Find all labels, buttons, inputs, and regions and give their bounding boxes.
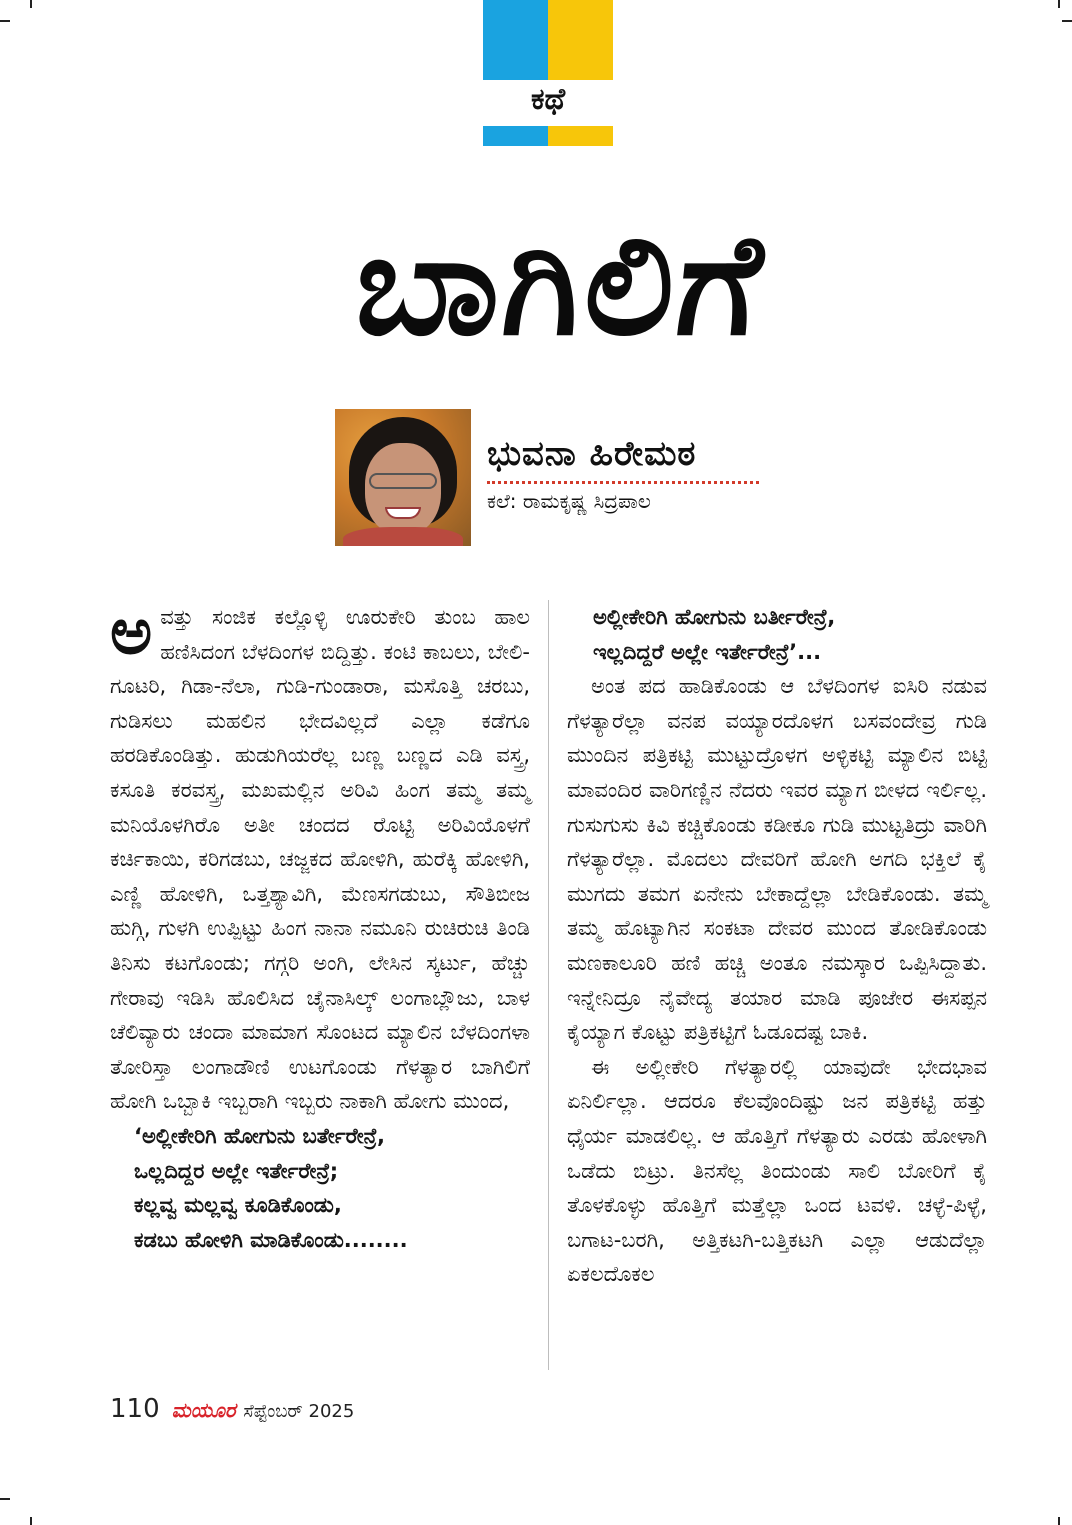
section-label-block xyxy=(483,0,613,146)
section-label: ಕಥೆ xyxy=(530,82,566,117)
paragraph: ಅಂತ ಪದ ಹಾಡಿಕೊಂಡು ಆ ಬೆಳದಿಂಗಳ ಐಸಿರಿ ನಡುವ ಗೆಳತ್ಯಾರೆಲ್ಲಾ ವನಪ ವಯ್ಯಾರದೊಳಗ ಬಸವಂದೇವ್ರ ಗುಡಿ ಮುಂದಿನ ಪತ್ರಿಕಟ್ಟಿ ಮುಟ್ಟುದ್ರೊಳಗ ಅಳ್ಳಿಕಟ್ಟಿ ಮ್ಯಾಲಿನ ಬಿಟ್ಟಿ ಮಾವಂದಿರ ವಾರಿಗಣ್ಣಿನ ನೆದರು ಇವರ ಮ್ಯಾಗ ಬೀಳದ ಇರ್ಲಿಲ್ಲ. ಗುಸುಗುಸು ಕಿವಿ ಕಚ್ಚಿಕೊಂಡು ಕಡೀಕೂ ಗುಡಿ ಮುಟ್ಟತಿದ್ರು ವಾರಿಗಿ ಗೆಳತ್ಯಾರೆಲ್ಲಾ. ಮೊದಲು ದೇವರಿಗೆ ಹೋಗಿ ಅಗದಿ ಭಕ್ತಿಲೆ ಕೈ ಮುಗದು ತಮಗ ಏನೇನು ಬೇಕಾದ್ದೆಲ್ಲಾ ಬೇಡಿಕೊಂಡು. ತಮ್ಮ ತಮ್ಮ ಹೊಟ್ಯಾಗಿನ ಸಂಕಟಾ ದೇವರ ಮುಂದ ತೋಡಿಕೊಂಡು ಮಣಕಾಲೂರಿ ಹಣಿ ಹಚ್ಚಿ ಅಂತೂ ನಮಸ್ಕಾರ ಒಪ್ಪಿಸಿದ್ದಾತು. ಇನ್ನೇನಿದ್ರೂ ನೈವೇದ್ಯ ತಯಾರ ಮಾಡಿ ಪೂಜೇರ ಈಸಪ್ಪನ ಕೈಯ್ಯಾಗ ಕೊಟ್ಟು ಪತ್ರಿಕಟ್ಟಿಗೆ ಓಡೂದಷ್ಟ ಬಾಕಿ. xyxy=(567,674,987,1045)
paragraph-text: ವತ್ತು ಸಂಜಿಕ ಕಲ್ಲೊಳ್ಳಿ ಊರುಕೇರಿ ತುಂಬ ಹಾಲ ಹಣಿಸಿದಂಗ ಬೆಳದಿಂಗಳ ಬಿದ್ದಿತ್ತು. ಕಂಟಿ ಕಾಬಲು, ಬೇಲಿ-ಗೂಟರಿ, ಗಿಡಾ-ನೆಲಾ, ಗುಡಿ-ಗುಂಡಾರಾ, ಮಸೊತ್ತಿ ಚರಬು, ಗುಡಿಸಲು ಮಹಲಿನ ಭೇದವಿಲ್ಲದೆ ಎಲ್ಲಾ ಕಡೆಗೂ ಹರಡಿಕೊಂಡಿತ್ತು. ಹುಡುಗಿಯರೆಲ್ಲ ಬಣ್ಣ ಬಣ್ಣದ ಎಡಿ ವಸ್ತ್ರ, ಕಸೂತಿ ಕರವಸ್ತ್ರ, ಮಖಮಲ್ಲಿನ ಅರಿವಿ ಹಿಂಗ ತಮ್ಮ ತಮ್ಮ ಮನಿಯೊಳಗಿರೊ ಅತೀ ಚಂದದ ರೊಟ್ಟಿ ಅರಿವಿಯೊಳಗೆ ಕರ್ಚಿಕಾಯಿ, ಕರಿಗಡಬು, ಚಜ್ಜಕದ ಹೋಳಿಗಿ, ಹುರೆಕ್ಕಿ ಹೋಳಿಗಿ, ಎಣ್ಣಿ ಹೋಳಿಗಿ, ಒತ್ತಶ್ಯಾವಿಗಿ, ಮೆಣಸಗಡುಬು, ಸೌತಿಬೀಜ ಹುಗ್ಗಿ, ಗುಳಗಿ ಉಪ್ಪಿಟ್ಟು ಹಿಂಗ ನಾನಾ ನಮೂನಿ ರುಚಿರುಚಿ ತಿಂಡಿ ತಿನಿಸು ಕಟಗೊಂಡು; ಗಗ್ಗರಿ ಅಂಗಿ, ಲೇಸಿನ ಸ್ಕರ್ಟು, ಹೆಚ್ಚು ಗೇರಾವು ಇಡಿಸಿ ಹೊಲಿಸಿದ ಚೈನಾಸಿಲ್ಕ್ ಲಂಗಾಬ್ಲೌಜು, ಬಾಳ ಚೆಲಿವ್ಯಾರು ಚಂದಾ ಮಾಮಾಗ ಸೊಂಟದ ಮ್ಯಾಲಿನ ಬೆಳದಿಂಗಳಾ ತೋರಿಸ್ತಾ ಲಂಗಾಡೌಣಿ ಉಟಗೊಂಡು ಗೆಳತ್ಯಾರ ಬಾಗಿಲಿಗೆ ಹೋಗಿ ಒಬ್ಬಾಕಿ ಇಬ್ಬರಾಗಿ ಇಬ್ಬರು ನಾಕಾಗಿ ಹೋಗು ಮುಂದ, xyxy=(110,605,530,1114)
paragraph: ಈ ಅಲ್ಲೀಕೇರಿ ಗೆಳತ್ಯಾರಲ್ಲಿ ಯಾವುದೇ ಭೇದಭಾವ ಏನಿರ್ಲಿಲ್ಲಾ. ಆದರೂ ಕೆಲವೊಂದಿಷ್ಟು ಜನ ಪತ್ರಿಕಟ್ಟಿ ಹತ್ತು ಧೈರ್ಯ ಮಾಡಲಿಲ್ಲ. ಆ ಹೊತ್ತಿಗೆ ಗೆಳತ್ಯಾರು ಎರಡು ಹೋಳಾಗಿ ಒಡೆದು ಬಿಟ್ರು. ತಿನಸೆಲ್ಲ ತಿಂದುಂಡು ಸಾಲಿ ಬೋರಿಗೆ ಕೈ ತೊಳಕೊಳ್ಳು ಹೊತ್ತಿಗೆ ಮತ್ತೆಲ್ಲಾ ಒಂದ ಟವಳಿ. ಚಳ್ಳೆ-ಪಿಳ್ಳೆ, ಬಗಾಟ-ಬರಗಿ, ಅತ್ತಿಕಟಗಿ-ಬತ್ತಿಕಟಗಿ ಎಲ್ಲಾ ಆಡುದೆಲ್ಲಾ ಏಕಲದೊಕಲ xyxy=(567,1054,987,1287)
verse-line: ಕಡಬು ಹೋಳಿಗಿ ಮಾಡಿಕೊಂಡು........ xyxy=(134,1227,408,1252)
color-bar-bottom xyxy=(483,126,613,146)
yellow-square xyxy=(548,0,613,80)
author-photo xyxy=(335,409,471,546)
verse-line: ಒಲ್ಲದಿದ್ದರ ಅಲ್ಲೇ ಇರ್ತೇರೇನ್ರೆ; xyxy=(134,1158,339,1183)
byline-divider xyxy=(487,481,759,484)
color-bar-top xyxy=(483,0,613,80)
crop-mark xyxy=(30,0,32,8)
song-verse-right xyxy=(567,600,987,669)
photo-shirt xyxy=(343,527,463,546)
photo-face xyxy=(365,443,441,535)
issue-date: ಸೆಪ್ಟೆಂಬರ್ 2025 xyxy=(243,1401,355,1422)
verse-line: ಕಲ್ಲವ್ವ ಮಲ್ಲವ್ವ ಕೂಡಿಕೊಂಡು, xyxy=(134,1193,342,1218)
song-verse-left xyxy=(110,1119,530,1257)
blue-strip xyxy=(483,126,548,146)
opening-paragraph xyxy=(110,595,530,1119)
page-number: 110 xyxy=(110,1394,160,1424)
drop-cap: ಅ xyxy=(110,595,153,669)
crop-mark xyxy=(0,1498,10,1500)
page-footer xyxy=(110,1394,354,1424)
author-name: ಭುವನಾ ಹಿರೇಮಠ xyxy=(487,434,697,474)
crop-mark xyxy=(1062,20,1072,22)
magazine-logo: ಮಯೂರ xyxy=(171,1398,236,1422)
yellow-strip xyxy=(548,126,613,146)
blue-square xyxy=(483,0,548,80)
illustration-credit: ಕಲೆ: ರಾಮಕೃಷ್ಣ ಸಿದ್ರಪಾಲ xyxy=(487,489,651,513)
story-title: ಬಾಗಿಲಿಗೆ xyxy=(347,203,773,367)
crop-mark xyxy=(1058,1517,1060,1525)
verse-line: ಅಲ್ಲೀಕೇರಿಗಿ ಹೋಗುನು ಬರ್ತೀರೇನ್ರೆ, xyxy=(593,605,836,629)
crop-mark xyxy=(0,20,10,22)
verse-line: ‘ಅಲ್ಲೀಕೇರಿಗಿ ಹೋಗುನು ಬರ್ತೇರೇನ್ರೆ, xyxy=(134,1123,385,1148)
column-divider xyxy=(548,600,549,1370)
photo-glasses xyxy=(369,473,437,489)
verse-line: ಇಲ್ಲದಿದ್ದರೆ ಅಲ್ಲೇ ಇರ್ತೇರೇನ್ರೆ’... xyxy=(593,639,822,664)
article-column-right xyxy=(567,600,987,1292)
article-column-left xyxy=(110,595,530,1257)
crop-mark xyxy=(1058,0,1060,8)
crop-mark xyxy=(30,1517,32,1525)
